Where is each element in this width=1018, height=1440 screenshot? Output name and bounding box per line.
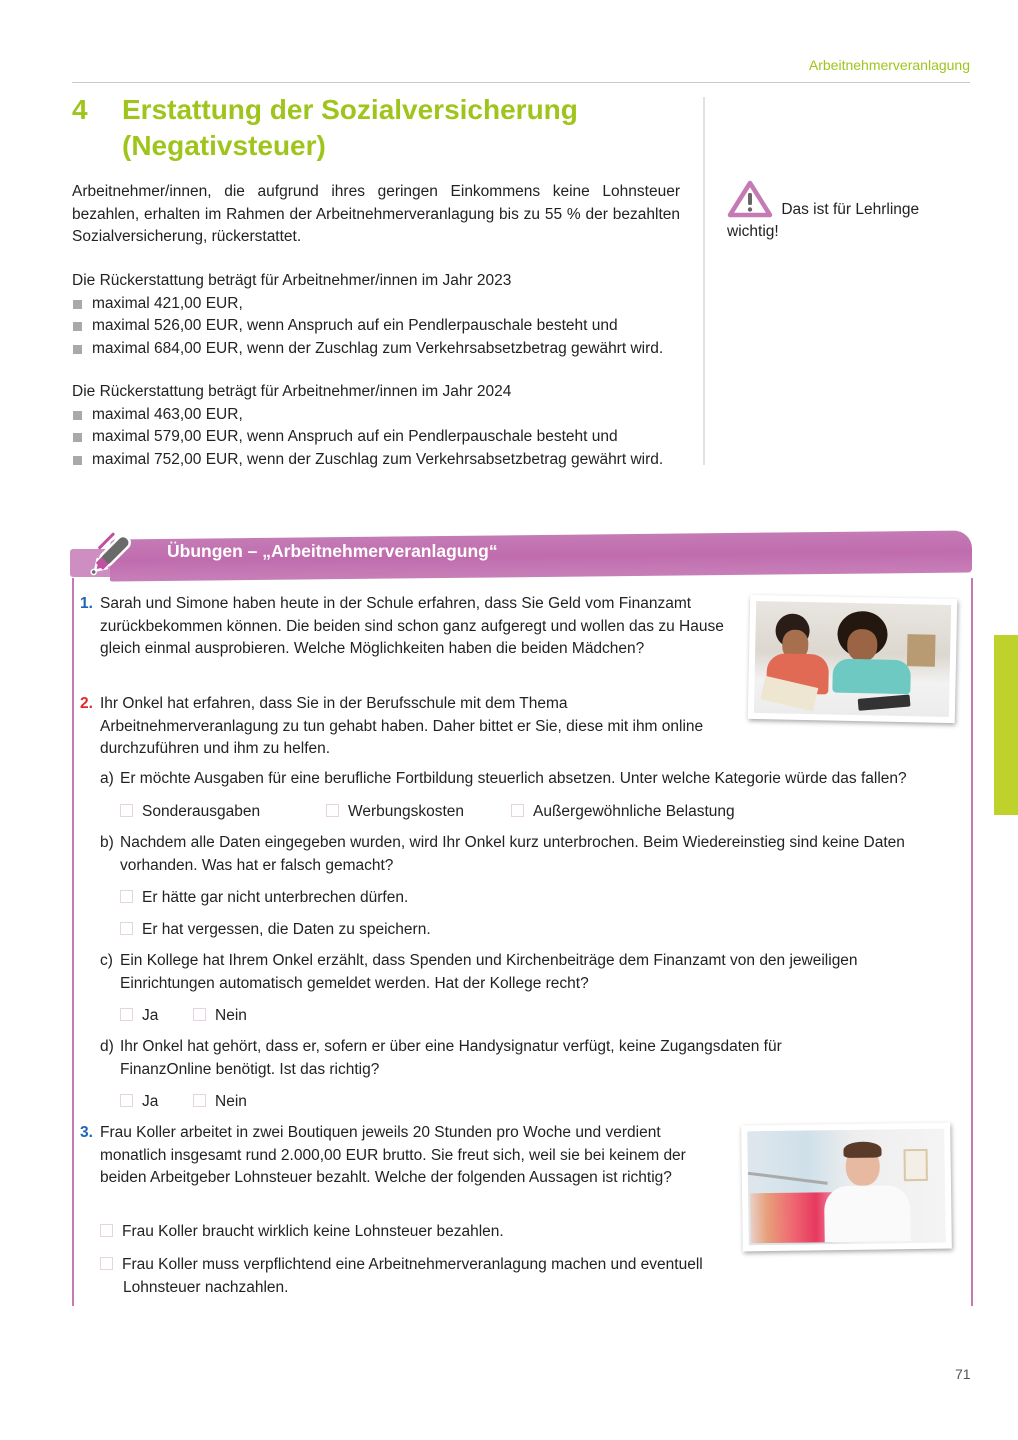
question-number: 1. xyxy=(80,595,93,612)
question-2b: b) Nachdem alle Daten eingegeben wurden, wird Ihr Onkel kurz unterbrochen. Beim Wiedereinstieg sind keine Daten vorhanden. Was hat er falsch gemacht? xyxy=(100,834,905,874)
refund-2024-block xyxy=(72,381,680,471)
option-daten-speichern[interactable]: Er hat vergessen, die Daten zu speichern. xyxy=(120,920,431,940)
list-item: maximal 421,00 EUR, xyxy=(72,293,680,316)
exercise-banner xyxy=(70,531,972,579)
question-2a: a) Er möchte Ausgaben für eine berufliche Fortbildung steuerlich absetzen. Unter welche Kategorie würde das fallen? xyxy=(100,770,907,787)
square-bullet-icon xyxy=(73,345,82,354)
chapter-number: 4 xyxy=(72,94,88,125)
hint-note xyxy=(727,180,947,243)
option-c-ja[interactable]: Ja xyxy=(120,1006,158,1026)
checkbox[interactable] xyxy=(193,1094,206,1107)
question-1 xyxy=(80,593,730,661)
checkbox[interactable] xyxy=(100,1257,113,1270)
list-item: maximal 579,00 EUR, wenn Anspruch auf ein Pendlerpauschale besteht und xyxy=(72,426,680,449)
square-bullet-icon xyxy=(73,300,82,309)
refund-2023-lead: Die Rückerstattung beträgt für Arbeitnehmer/innen im Jahr 2023 xyxy=(72,272,512,289)
checkbox[interactable] xyxy=(120,804,133,817)
refund-2023-list xyxy=(72,293,680,361)
question-3 xyxy=(80,1122,705,1190)
column-divider xyxy=(703,97,705,465)
checkbox[interactable] xyxy=(120,922,133,935)
option-keine-lohnsteuer[interactable]: Frau Koller braucht wirklich keine Lohnsteuer bezahlen. xyxy=(100,1222,700,1242)
question-text: Ihr Onkel hat erfahren, dass Sie in der Berufsschule mit dem Thema Arbeitnehmerveranlagung zu tun gehabt haben. Daher bittet er Sie, diese mit ihm online durchzuführen und ihm zu helfen. xyxy=(100,695,704,757)
refund-2023-block xyxy=(72,270,680,360)
exercise-banner-title: Übungen – „Arbeitnehmerveranlagung“ xyxy=(167,541,498,561)
warning-triangle-icon xyxy=(727,201,781,218)
page-number: 71 xyxy=(955,1366,971,1382)
question-text: Sarah und Simone haben heute in der Schule erfahren, dass Sie Geld vom Finanzamt zurückbekommen können. Die beiden sind schon ganz aufgeregt und wollen das zu Hause gleich einmal ausprobieren. Welche Möglichkeiten haben die beiden Mädchen? xyxy=(100,595,724,657)
option-werbungskosten[interactable]: Werbungskosten xyxy=(326,802,464,822)
square-bullet-icon xyxy=(73,411,82,420)
checkbox[interactable] xyxy=(193,1008,206,1021)
header-divider xyxy=(72,82,970,83)
checkbox[interactable] xyxy=(120,1094,133,1107)
square-bullet-icon xyxy=(73,322,82,331)
option-c-nein[interactable]: Nein xyxy=(193,1006,247,1026)
intro-paragraph: Arbeitnehmer/innen, die aufgrund ihres geringen Einkommens keine Lohnsteuer bezahlen, erhalten im Rahmen der Arbeitnehmerveranlagung bis zu 55 % der bezahlten Sozialversicherung, rückerstattet. xyxy=(72,183,680,245)
list-item: maximal 684,00 EUR, wenn der Zuschlag zum Verkehrsabsetzbetrag gewährt wird. xyxy=(72,338,680,361)
woman-at-clothing-rack-photo xyxy=(741,1123,952,1252)
question-2d: d) Ihr Onkel hat gehört, dass er, sofern er über eine Handysignatur verfügt, keine Zugangsdaten für FinanzOnline benötigt. Ist das richtig? xyxy=(100,1038,782,1078)
chapter-side-tab xyxy=(994,635,1018,815)
square-bullet-icon xyxy=(73,456,82,465)
refund-2024-lead: Die Rückerstattung beträgt für Arbeitnehmer/innen im Jahr 2024 xyxy=(72,383,512,400)
question-number: 2. xyxy=(80,695,93,712)
checkbox[interactable] xyxy=(511,804,524,817)
option-d-ja[interactable]: Ja xyxy=(120,1092,158,1112)
list-item: maximal 752,00 EUR, wenn der Zuschlag zum Verkehrsabsetzbetrag gewährt wird. xyxy=(72,449,680,472)
question-number: 3. xyxy=(80,1124,93,1141)
square-bullet-icon xyxy=(73,433,82,442)
checkbox[interactable] xyxy=(120,890,133,903)
option-nicht-unterbrechen[interactable]: Er hätte gar nicht unterbrechen dürfen. xyxy=(120,888,408,908)
list-item: maximal 526,00 EUR, wenn Anspruch auf ein Pendlerpauschale besteht und xyxy=(72,315,680,338)
list-item: maximal 463,00 EUR, xyxy=(72,404,680,427)
chapter-title: Erstattung der Sozialversicherung (Negativsteuer) xyxy=(122,94,578,161)
checkbox[interactable] xyxy=(120,1008,133,1021)
option-pflichtveranlagung[interactable]: Frau Koller muss verpflichtend eine Arbeitnehmerveranlagung machen und eventuell Lohnsteuer nachzahlen. xyxy=(100,1254,713,1299)
refund-2024-list xyxy=(72,404,680,472)
two-girls-reading-photo xyxy=(748,595,958,723)
question-2 xyxy=(80,693,725,761)
pen-icon xyxy=(80,528,142,585)
hint-text: Das ist für Lehrlinge wichtig! xyxy=(727,201,920,240)
checkbox[interactable] xyxy=(100,1224,113,1237)
option-aussergewoehnliche-belastung[interactable]: Außergewöhnliche Belastung xyxy=(511,802,735,822)
question-2c: c) Ein Kollege hat Ihrem Onkel erzählt, dass Spenden und Kirchenbeiträge dem Finanzamt von den jeweiligen Einrichtungen automatisch gemeldet werden. Hat der Kollege recht? xyxy=(100,952,858,992)
question-text: Frau Koller arbeitet in zwei Boutiquen jeweils 20 Stunden pro Woche und verdient monatlich insgesamt rund 2.000,00 EUR brutto. Sie freut sich, weil sie bei keinem der beiden Arbeitgeber Lohnsteuer bezahlt. Welche der folgenden Aussagen ist richtig? xyxy=(100,1124,686,1186)
running-head-title: Arbeitnehmerveranlagung xyxy=(808,57,970,73)
option-sonderausgaben[interactable]: Sonderausgaben xyxy=(120,802,260,822)
option-d-nein[interactable]: Nein xyxy=(193,1092,247,1112)
checkbox[interactable] xyxy=(326,804,339,817)
